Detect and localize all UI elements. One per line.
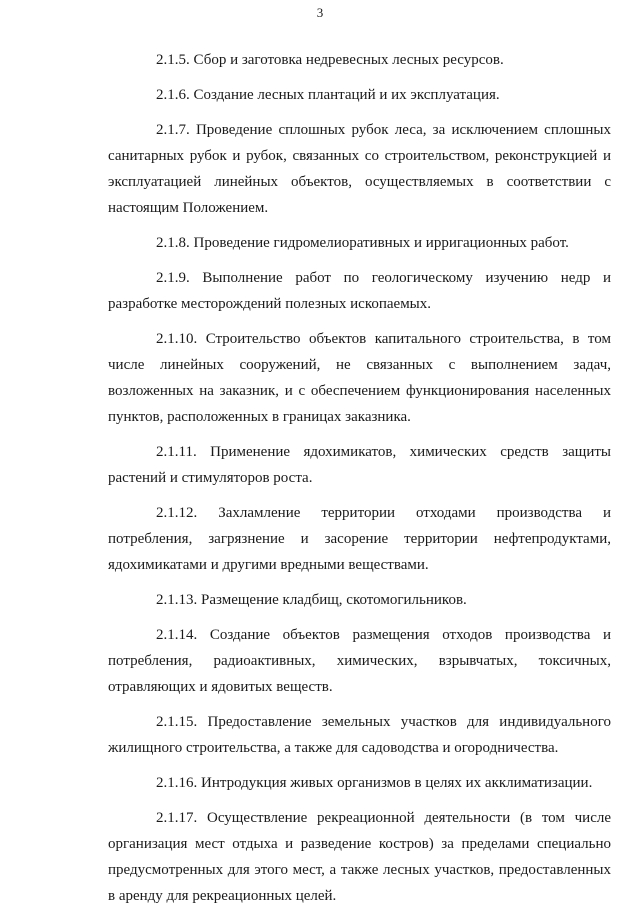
paragraph-2-1-9: 2.1.9. Выполнение работ по геологическому изучению недр и разработке месторождений полезных ископаемых. <box>108 270 611 312</box>
paragraph-2-1-5: 2.1.5. Сбор и заготовка недревесных лесных ресурсов. <box>156 52 504 68</box>
paragraph-2-1-14: 2.1.14. Создание объектов размещения отходов производства и потребления, радиоактивных, химических, взрывчатых, токсичных, отравляющих и ядовитых веществ. <box>108 627 611 695</box>
document-body <box>108 47 611 918</box>
paragraph-2-1-16: 2.1.16. Интродукция живых организмов в целях их акклиматизации. <box>156 775 593 791</box>
paragraph-2-1-8: 2.1.8. Проведение гидромелиоративных и ирригационных работ. <box>156 235 569 251</box>
paragraph-2-1-15: 2.1.15. Предоставление земельных участков для индивидуального жилищного строительства, а также для садоводства и огородничества. <box>108 714 611 756</box>
paragraph-2-1-7: 2.1.7. Проведение сплошных рубок леса, за исключением сплошных санитарных рубок и рубок, связанных со строительством, реконструкцией и эксплуатацией линейных объектов, осуществляемых в соответствии с настоящим Положением. <box>108 122 611 216</box>
paragraph-2-1-11: 2.1.11. Применение ядохимикатов, химических средств защиты растений и стимуляторов роста. <box>108 444 611 486</box>
page-number: 3 <box>316 5 324 20</box>
paragraph-2-1-17: 2.1.17. Осуществление рекреационной деятельности (в том числе организация мест отдыха и разведение костров) за пределами специально предусмотренных для этого мест, а также лесных участков, предоставленных в аренду для рекреационных целей. <box>108 810 611 904</box>
paragraph-2-1-12: 2.1.12. Захламление территории отходами производства и потребления, загрязнение и засорение территории нефтепродуктами, ядохимикатами и другими вредными веществами. <box>108 505 611 573</box>
paragraph-2-1-6: 2.1.6. Создание лесных плантаций и их эксплуатация. <box>156 87 500 103</box>
paragraph-2-1-13: 2.1.13. Размещение кладбищ, скотомогильников. <box>156 592 467 608</box>
paragraph-2-1-10: 2.1.10. Строительство объектов капитального строительства, в том числе линейных сооружений, не связанных с выполнением задач, возложенных на заказник, и с обеспечением функционирования населенных пунктов, расположенных в границах заказника. <box>108 331 611 425</box>
